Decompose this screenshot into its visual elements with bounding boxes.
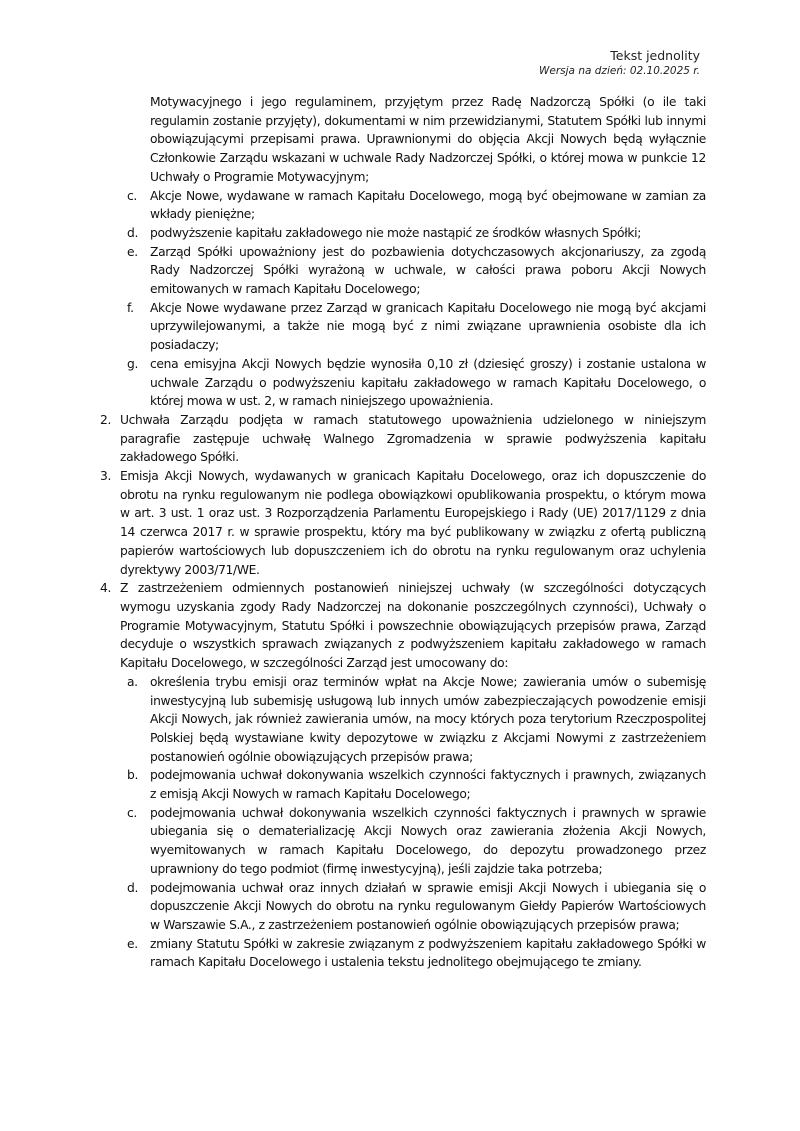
list-text: Akcje Nowe wydawane przez Zarząd w granicach Kapitału Docelowego nie mogą być akcjami uprzywilejowanymi, a także nie mogą być z nimi związane uprawnienia osobiste dla ich posiadaczy; xyxy=(150,300,706,353)
list-item xyxy=(100,879,706,935)
list-label: f. xyxy=(127,300,134,315)
list-text: podejmowania uchwał dokonywania wszelkich czynności faktycznych i prawnych, związanych z emisją Akcji Nowych w ramach Kapitału Docelowego; xyxy=(150,768,706,802)
list-text: zmiany Statutu Spółki w zakresie związanym z podwyższeniem kapitału zakładowego Spółki w ramach Kapitału Docelowego i ustalenia tekstu jednolitego obejmującego te zmiany. xyxy=(150,936,706,970)
numbered-item-4 xyxy=(100,579,706,972)
item-number: 3. xyxy=(100,469,112,484)
numbered-list xyxy=(100,411,706,972)
list-item xyxy=(100,935,706,972)
list-item xyxy=(100,766,706,803)
list-text: podejmowania uchwał dokonywania wszelkich czynności faktycznych i prawnych w sprawie ubiegania się o dematerializację Akcji Nowych oraz zawierania złożenia Akcji Nowych, wyemitowanych w ramach Kapitału Docelowego, do depozytu prowadzonego przez uprawniony do tego podmiot (firmę inwestycyjną), jeśli zajdzie taka potrzeba; xyxy=(150,805,706,876)
list-text: cena emisyjna Akcji Nowych będzie wynosiła 0,10 zł (dziesięć groszy) i zostanie ustalona w uchwale Zarządu o podwyższeniu kapitału zakładowego w ramach Kapitału Docelowego, o której mowa w ust. 2, w ramach niniejszego upoważnienia. xyxy=(150,356,706,409)
item-text: Z zastrzeżeniem odmiennych postanowień niniejszej uchwały (w szczególności dotyczących wymogu uzyskania zgody Rady Nadzorczej na dokonanie poszczególnych czynności), Uchwały o Programie Motywacyjnym, Statutu Spółki i powszechnie obowiązujących przepisów prawa, Zarząd decyduje o wszystkich sprawach związanych z podwyższeniem kapitału zakładowego w ramach Kapitału Docelowego, w szczególności Zarząd jest umocowany do: xyxy=(120,581,706,671)
item-number: 2. xyxy=(100,412,112,427)
list-text: Akcje Nowe, wydawane w ramach Kapitału Docelowego, mogą być obejmowane w zamian za wkłady pieniężne; xyxy=(150,188,706,222)
list-label: d. xyxy=(127,880,139,895)
header-version-date: Wersja na dzień: 02.10.2025 r. xyxy=(539,65,700,77)
item-text: Uchwała Zarządu podjęta w ramach statutowego upoważnienia udzielonego w niniejszym paragrafie zastępuje uchwałę Walnego Zgromadzenia w sprawie podwyższenia kapitału zakładowego Spółki. xyxy=(120,412,706,465)
numbered-item-3 xyxy=(100,467,706,579)
item-text: Emisja Akcji Nowych, wydawanych w granicach Kapitału Docelowego, oraz ich dopuszczenie do obrotu na rynku regulowanym nie podlega obowiązkowi opublikowania prospektu, o którym mowa w art. 3 ust. 1 oraz ust. 3 Rozporządzenia Parlamentu Europejskiego i Rady (UE) 2017/1129 z dnia 14 czerwca 2017 r. w sprawie prospektu, który ma być publikowany w związku z ofertą publiczną papierów wartościowych lub dopuszczeniem ich do obrotu na rynku regulowanym oraz uchylenia dyrektywy 2003/71/WE. xyxy=(120,469,706,577)
list-label: g. xyxy=(127,356,139,371)
sub-list-a-to-e xyxy=(120,673,706,972)
list-label: c. xyxy=(127,805,137,820)
list-text: określenia trybu emisji oraz terminów wpłat na Akcje Nowe; zawierania umów o subemisję inwestycyjną lub subemisję usługową lub innych umów zabezpieczających powodzenie emisji Akcji Nowych, jak również zawierania umów, na mocy których poza terytorium Rzeczpospolitej Polskiej będą wystawiane kwity depozytowe w związku z Akcjami Nowymi z zastrzeżeniem postanowień ogólnie obowiązujących przepisów prawa; xyxy=(150,674,706,764)
list-item xyxy=(100,804,706,879)
list-item xyxy=(100,224,706,243)
header-title: Tekst jednolity xyxy=(610,48,700,63)
list-label: b. xyxy=(127,768,139,783)
continued-paragraph: Motywacyjnego i jego regulaminem, przyjętym przez Radę Nadzorczą Spółki (o ile taki regulamin zostanie przyjęty), dokumentami w nim przewidzianymi, Statutem Spółki lub innymi obowiązującymi przepisami prawa. Uprawnionymi do objęcia Akcji Nowych będą wyłącznie Członkowie Zarządu wskazani w uchwale Rady Nadzorczej Spółki, o której mowa w punkcie 12 Uchwały o Programie Motywacyjnym; xyxy=(150,95,706,184)
list-item xyxy=(100,187,706,224)
list-label: e. xyxy=(127,936,138,951)
list-item xyxy=(100,299,706,355)
list-item xyxy=(100,243,706,299)
list-item xyxy=(100,355,706,411)
list-text: Zarząd Spółki upoważniony jest do pozbawienia dotychczasowych akcjonariuszy, za zgodą Rady Nadzorczej Spółki wyrażoną w uchwale, w całości prawa poboru Akcji Nowych emitowanych w ramach Kapitału Docelowego; xyxy=(150,244,706,297)
list-label: e. xyxy=(127,244,138,259)
list-label: d. xyxy=(127,225,139,240)
list-label: c. xyxy=(127,188,137,203)
numbered-item-2 xyxy=(100,411,706,467)
list-text: podwyższenie kapitału zakładowego nie może nastąpić ze środków własnych Spółki; xyxy=(150,225,641,240)
item-number: 4. xyxy=(100,581,112,596)
sub-list-c-to-g xyxy=(100,187,706,411)
list-text: podejmowania uchwał oraz innych działań w sprawie emisji Akcji Nowych i ubiegania się o dopuszczenie Akcji Nowych do obrotu na rynku regulowanym Giełdy Papierów Wartościowych w Warszawie S.A., z zastrzeżeniem postanowień ogólnie obowiązujących przepisów prawa; xyxy=(150,880,706,932)
page-header xyxy=(539,47,700,79)
document-body xyxy=(100,93,706,972)
list-item xyxy=(100,673,706,767)
list-label: a. xyxy=(127,674,138,689)
